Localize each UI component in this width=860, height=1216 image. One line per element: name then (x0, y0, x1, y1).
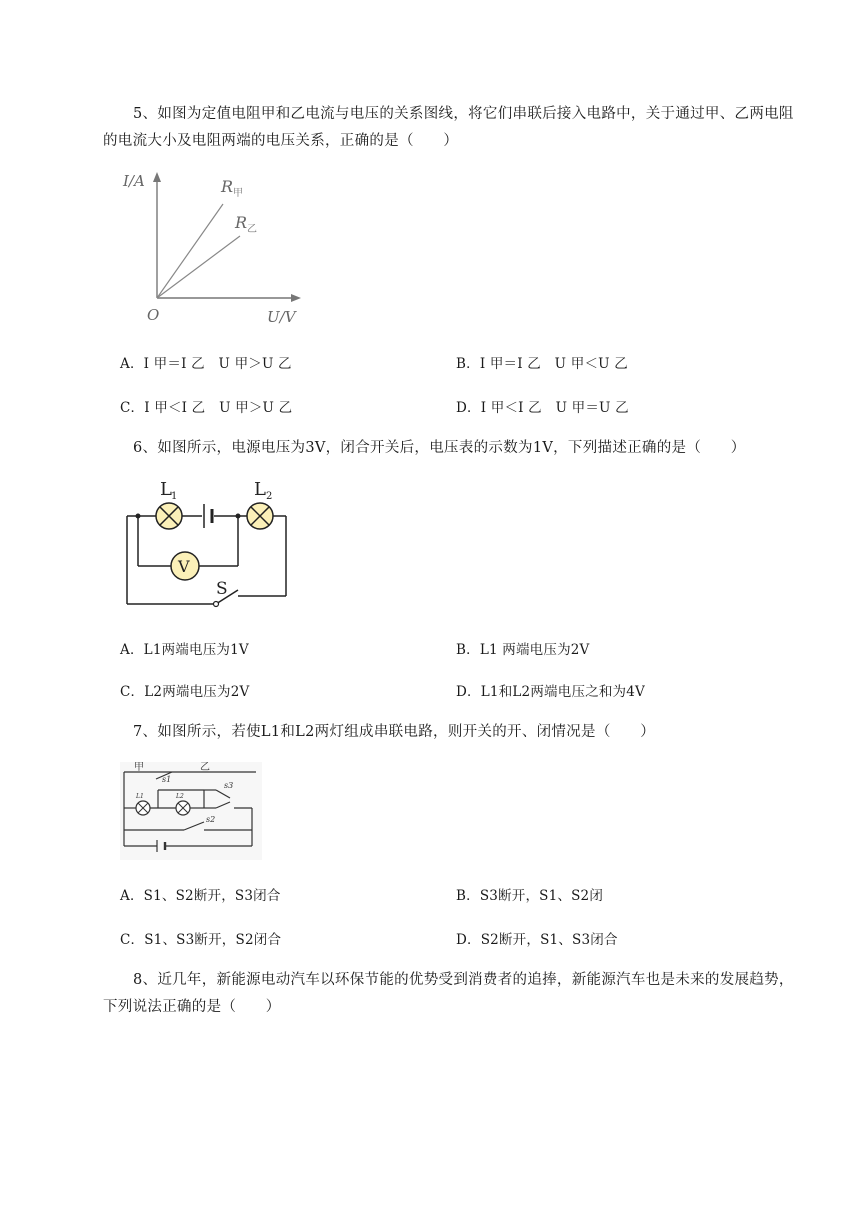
option-text: I 甲＜I 乙 U 甲＞U 乙 (144, 400, 293, 416)
lamp-l2-icon (247, 503, 273, 529)
option-letter: B． (456, 356, 480, 372)
option-letter: B． (456, 888, 480, 904)
option-letter: D． (456, 400, 481, 416)
lamp-l1-icon (156, 503, 182, 529)
option-letter: C． (120, 932, 145, 948)
q7-option-a[interactable] (120, 884, 281, 904)
q7-option-b[interactable] (456, 884, 603, 904)
node-yi-label: 乙 (200, 762, 210, 773)
lamp-l1-label: L (160, 479, 172, 500)
q7-circuit-diagram (120, 762, 262, 860)
question-5-text: 5、如图为定值电阻甲和乙电流与电压的关系图线，将它们串联后接入电路中，关于通过甲、乙两电阻的电流大小及电阻两端的电压关系，正确的是（ ） (103, 106, 794, 149)
option-text: S1、S3断开，S2闭合 (144, 932, 282, 948)
q6-option-d[interactable] (456, 680, 645, 700)
lamp-l2-label: L2 (176, 793, 184, 800)
line-r-yi (157, 236, 240, 298)
question-8-text: 8、近几年，新能源电动汽车以环保节能的优势受到消费者的追捧，新能源汽车也是未来的发展趋势，下列说法正确的是（ ） (103, 972, 794, 1015)
option-letter: B． (456, 642, 480, 658)
q7-option-c[interactable] (120, 928, 281, 948)
q6-option-b[interactable] (456, 638, 590, 658)
switch-label: S (216, 579, 228, 599)
option-text: L1两端电压为1V (143, 642, 249, 658)
r-jia-label: R (221, 177, 234, 196)
option-letter: D． (456, 932, 481, 948)
switch-s2-label: s2 (206, 815, 216, 824)
option-text: S3断开，S1、S2闭 (479, 888, 604, 904)
x-axis-arrow (291, 294, 301, 302)
option-text: S1、S2断开，S3闭合 (143, 888, 281, 904)
switch-s3-label: s3 (224, 781, 234, 790)
y-axis-arrow (153, 172, 161, 182)
option-letter: D． (456, 684, 481, 700)
option-letter: A． (120, 642, 144, 658)
node-jia-label: 甲 (134, 762, 144, 773)
option-text: I 甲＝I 乙 U 甲＞U 乙 (143, 356, 292, 372)
q5-option-d[interactable] (456, 396, 629, 416)
option-text: S2断开，S1、S3闭合 (480, 932, 618, 948)
q5-option-b[interactable] (456, 352, 628, 372)
q5-option-c[interactable] (120, 396, 292, 416)
option-text: I 甲＜I 乙 U 甲＝U 乙 (480, 400, 629, 416)
q7-option-d[interactable] (456, 928, 618, 948)
q6-circuit-diagram (118, 476, 298, 612)
line-r-jia (157, 204, 223, 298)
option-letter: A． (120, 356, 144, 372)
x-axis-label: U/V (267, 308, 296, 326)
q5-iu-graph (115, 168, 325, 328)
option-letter: C． (120, 684, 145, 700)
q5-option-a[interactable] (120, 352, 292, 372)
lamp-l1-label: L1 (136, 793, 144, 800)
r-yi-sub: 乙 (247, 224, 257, 235)
option-letter: C． (120, 400, 145, 416)
origin-label: O (147, 306, 160, 324)
option-letter: A． (120, 888, 144, 904)
lamp-l1-sub: 1 (171, 491, 178, 502)
lamp-l2-sub: 2 (266, 491, 273, 502)
option-text: L2两端电压为2V (144, 684, 250, 700)
question-6-text: 6、如图所示，电源电压为3V，闭合开关后，电压表的示数为1V，下列描述正确的是（ ） (133, 440, 746, 456)
switch-s1-label: s1 (162, 775, 172, 784)
r-jia-sub: 甲 (233, 188, 243, 199)
option-text: L1和L2两端电压之和为4V (480, 684, 645, 700)
y-axis-label: I/A (123, 172, 145, 190)
voltmeter-label: V (178, 557, 190, 576)
r-yi-label: R (235, 213, 248, 232)
q6-option-a[interactable] (120, 638, 249, 658)
option-text: L1 两端电压为2V (479, 642, 590, 658)
question-7-text: 7、如图所示，若使L1和L2两灯组成串联电路，则开关的开、闭情况是（ ） (133, 724, 656, 740)
option-text: I 甲＝I 乙 U 甲＜U 乙 (479, 356, 628, 372)
lamp-l2-label: L (254, 479, 266, 500)
q6-option-c[interactable] (120, 680, 249, 700)
